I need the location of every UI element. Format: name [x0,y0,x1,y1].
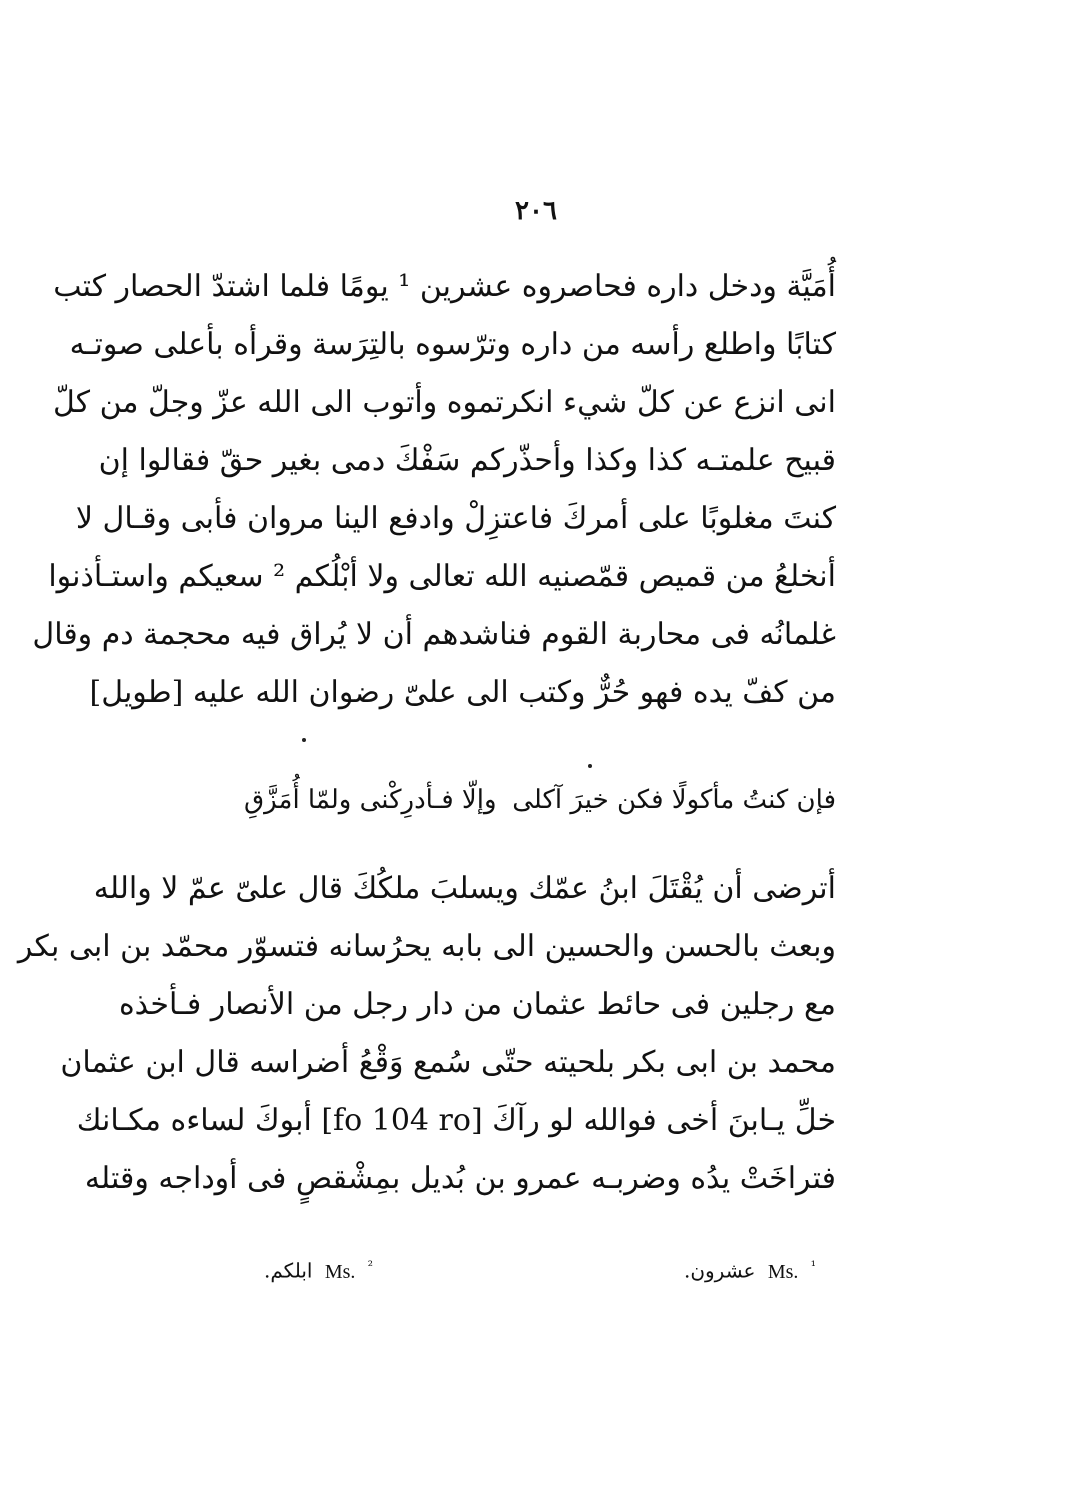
footnote-ms: Ms. [324,1260,356,1283]
footnote-number: ¹ [810,1259,816,1274]
text-line: محمد بن ابى بكر بلحيته حتّى سُمع وَقْعُ أضراسه قال ابن عثمان [60,1045,836,1080]
text-line: مع رجلين فى حائط عثمان من دار رجل من الأنصار فـأخذه [118,987,836,1022]
footnote-text: ابلكم. [264,1258,313,1283]
verse-hemistich-1: فإن كنتُ مأكولًا فكن خيرَ آكلى [512,785,836,815]
paragraph-2 [17,860,836,1208]
text-line: خلِّ يـابنَ أخى فوالله لو رآكَ [fo 104 ro] أبوكَ لساءه مكـانك [76,1103,836,1138]
poetry-verse [244,780,836,820]
footnotes [244,1252,836,1287]
text-line: من كفّ يده فهو حُرٌّ وكتب الى علىّ رضوان الله عليه [طويل] [89,675,836,710]
verse-hemistich-2: وإلّا فـأدرِكْنى ولمّا أُمَزَّقِ [244,785,497,815]
footnote-1 [664,1252,836,1287]
footnote-text: عشرون. [683,1258,756,1283]
footnote-ms: Ms. [767,1260,799,1283]
text-line: وبعث بالحسن والحسين الى بابه يحرُسانه فتسوّر محمّد بن ابى بكر [17,929,836,964]
margin-dot [302,738,306,742]
footnote-2 [244,1252,393,1287]
margin-dot [588,764,592,768]
text-line: غلمانُه فى محاربة القوم فناشدهم أن لا يُراق فيه محجمة دم وقال [32,617,836,652]
text-line: فتراخَتْ يدُه وضربـه عمرو بن بُديل بمِشْقصٍ فى أوداجه وقتله [84,1161,836,1196]
text-line: كنتَ مغلوبًا على أمركَ فاعتزِلْ وادفع الينا مروان فأبى وقـال لا [75,501,836,536]
page-number: ٢٠٦ [515,196,557,226]
text-line: أترضى أن يُقْتَلَ ابنُ عمّك ويسلبَ ملكُكَ قال علىّ عمّ لا والله [93,871,836,906]
paragraph-1 [32,258,836,722]
text-line: أُمَيَّة ودخل داره فحاصروه عشرين ¹ يومًا فلما اشتدّ الحصار كتب [53,269,836,304]
footnote-number: ² [367,1259,373,1274]
text-line: أنخلعُ من قميص قمّصنيه الله تعالى ولا أبْلُكم ² سعيكم واستـأذنوا [48,559,836,594]
text-line: قبيح علمتـه كذا وكذا وأحذّركم سَفْكَ دمى بغير حقّ فقالوا إن [98,443,836,478]
text-line: كتابًا واطلع رأسه من داره وترّسوه بالتِرَسة وقرأه بأعلى صوتـه [69,327,836,362]
text-line: انى انزع عن كلّ شيء انكرتموه وأتوب الى الله عزّ وجلّ من كلّ [53,385,836,420]
